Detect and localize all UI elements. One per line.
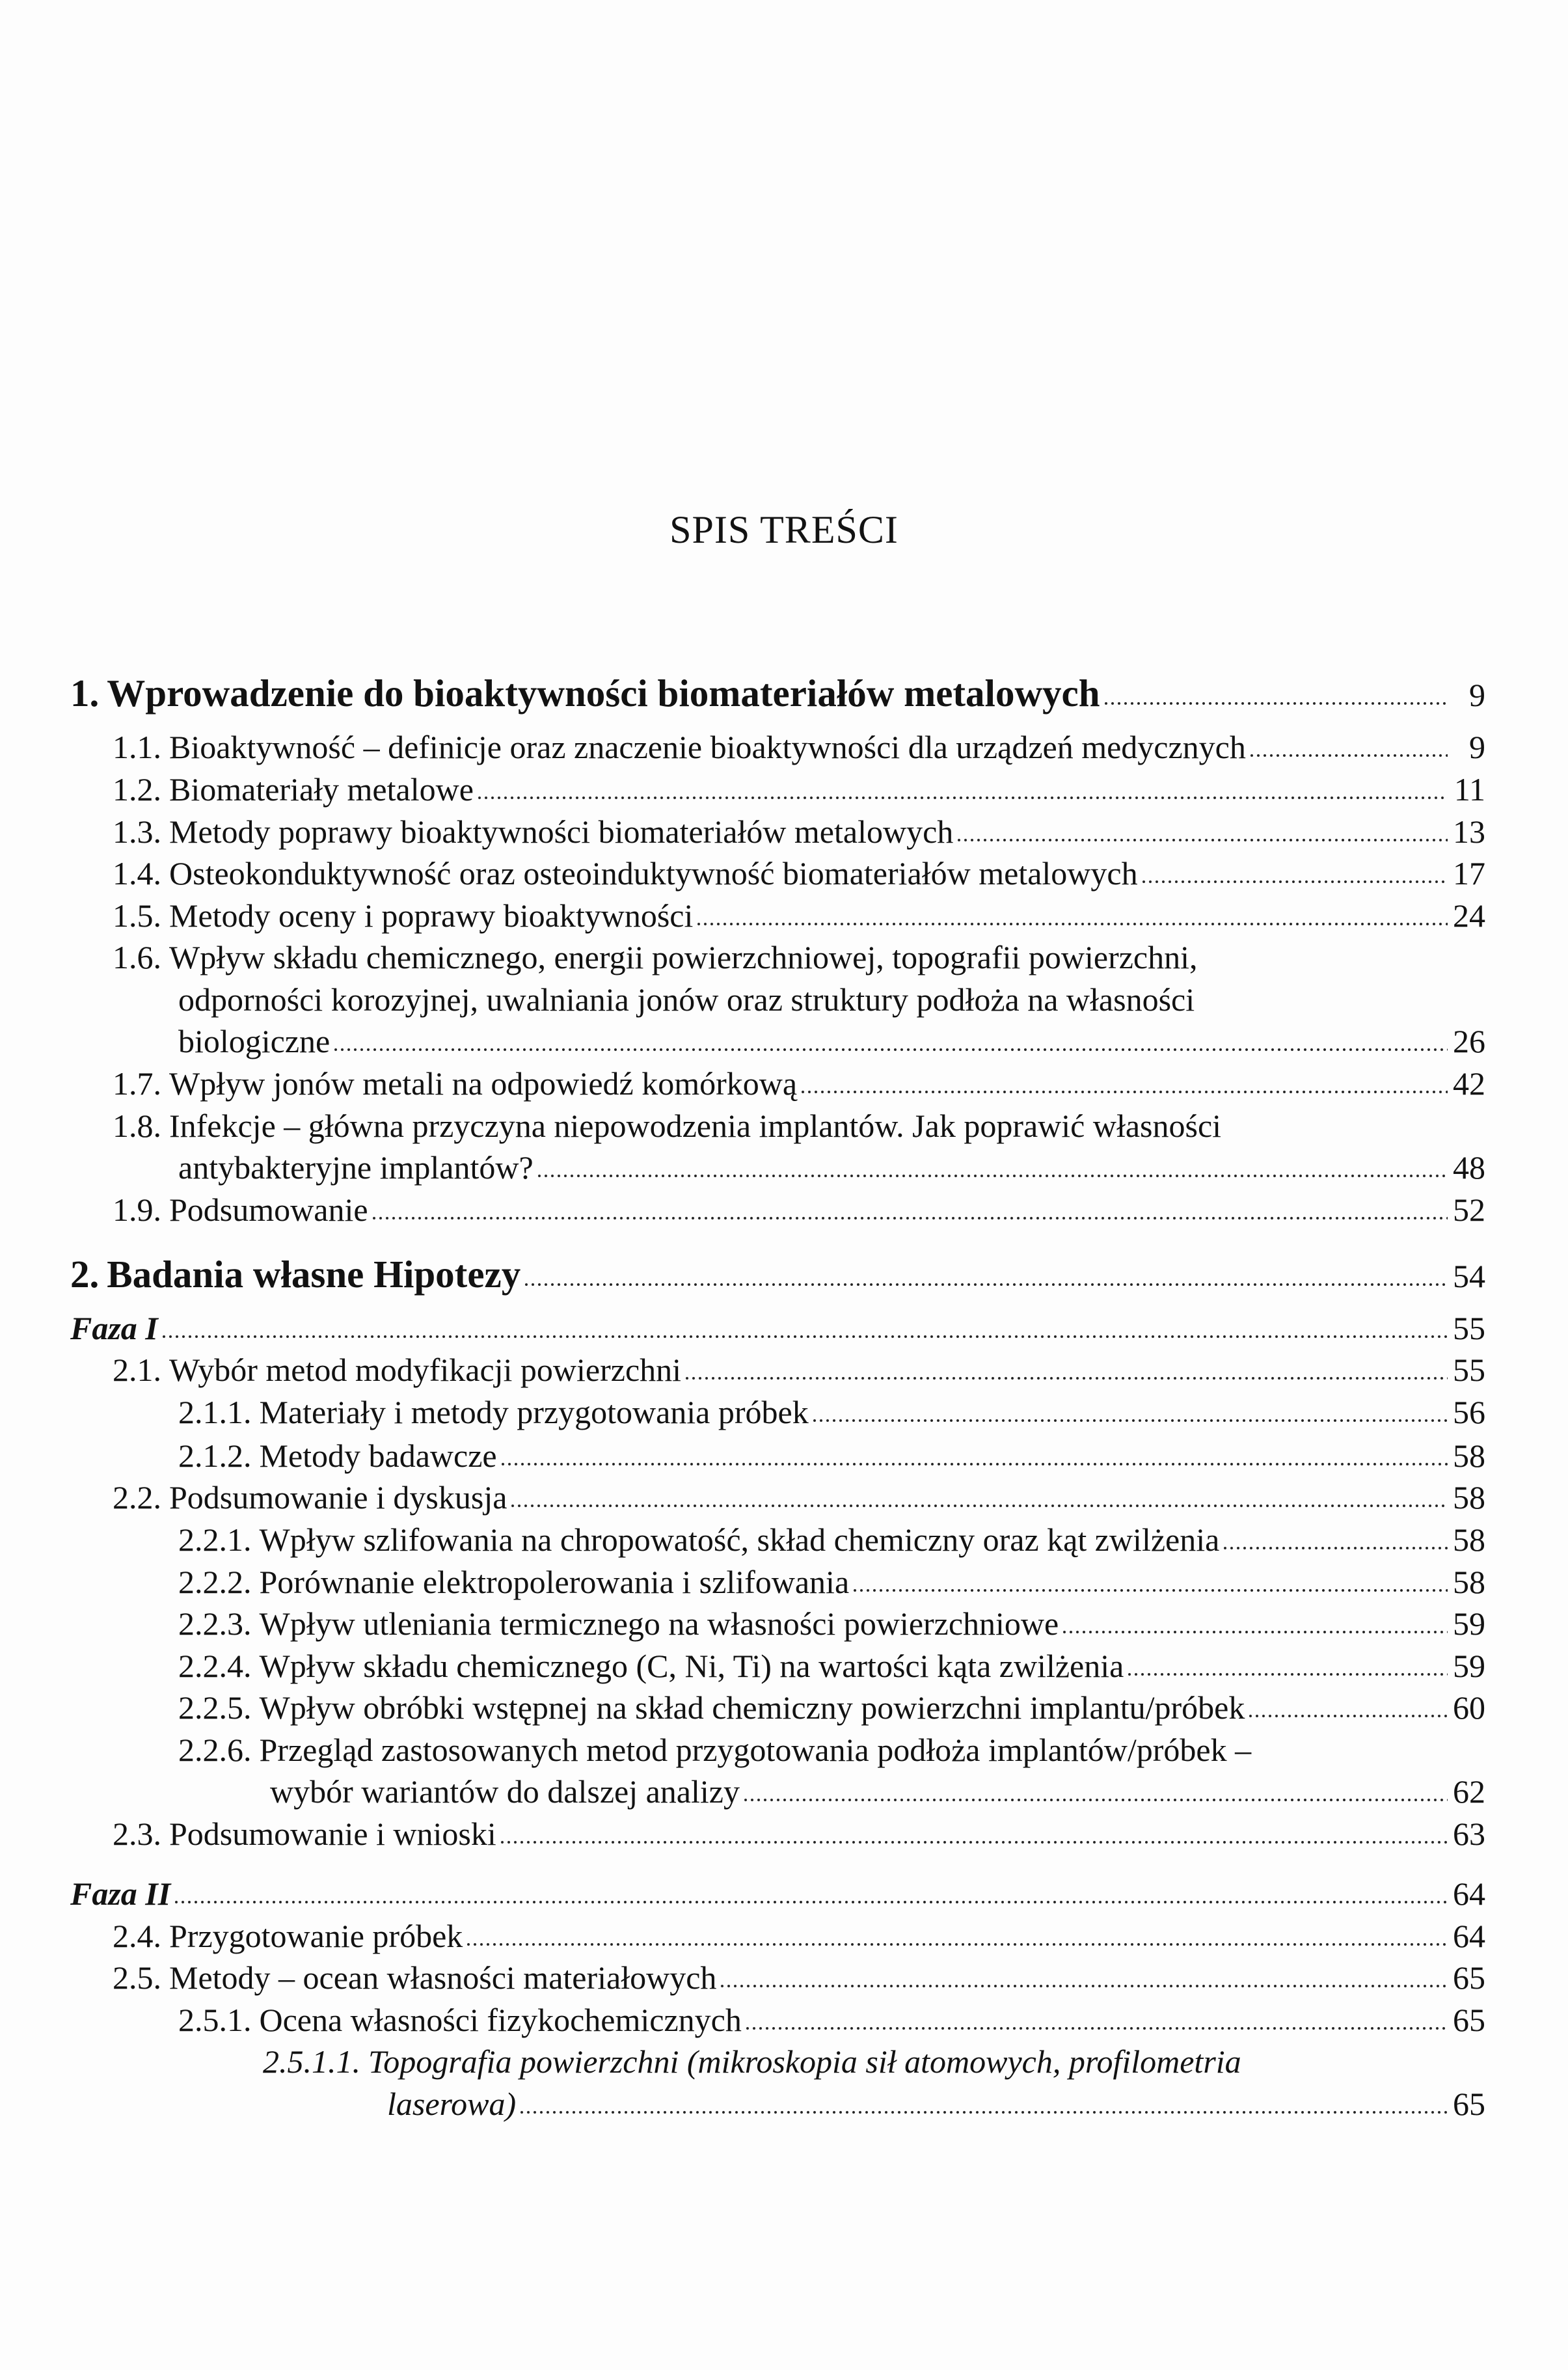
entry-title: Przygotowanie próbek [169,1918,463,1954]
toc-entry[interactable] [113,1957,1485,1998]
dot-leader [852,1588,1448,1593]
dot-leader [800,1089,1448,1095]
entry-number: 2.5.1.1. [263,2043,360,2080]
entry-number: 2.2.4. [178,1648,252,1684]
toc-entry[interactable] [113,895,1485,936]
entry-title: Podsumowanie [169,1192,368,1228]
entry-title: biologiczne [178,1023,331,1059]
entry-title: Wpływ szlifowania na chropowatość, skład chemiczny oraz kąt zwilżenia [259,1521,1220,1558]
page-number: 48 [1453,1149,1485,1186]
page-number: 13 [1453,813,1485,850]
page-number: 64 [1453,1875,1485,1912]
page-number: 26 [1453,1023,1485,1059]
entry-number: 2.2.3. [178,1605,252,1642]
toc-entry-continuation[interactable] [387,2083,1485,2125]
entry-title: Wpływ utleniania termicznego na własności powierzchniowe [259,1605,1059,1642]
toc-entry-continuation[interactable] [178,979,1195,1020]
page-number: 60 [1453,1689,1485,1726]
toc-entry[interactable] [113,726,1485,768]
entry-title: Wpływ jonów metali na odpowiedź komórkową [169,1065,798,1102]
toc-entry[interactable] [178,1687,1485,1728]
page-number: 65 [1453,1959,1485,1996]
entry-title: Ocena własności fizykochemicznych [259,2002,742,2038]
toc-entry-continuation[interactable] [270,1771,1485,1812]
entry-number: 2.5.1. [178,2002,252,2038]
entry-title: Metody poprawy bioaktywności biomateriałów metalowych [169,813,954,850]
entry-number: 1. [70,672,100,715]
entry-number: 1.6. [113,939,161,975]
page-number: 9 [1469,677,1485,713]
entry-title: Metody oceny i poprawy bioaktywności [169,897,694,934]
page-number: 52 [1453,1192,1485,1228]
dot-leader [161,1334,1448,1339]
entry-title: Podsumowanie i wnioski [169,1816,496,1852]
toc-entry[interactable] [178,1391,1485,1433]
dot-leader [476,795,1448,800]
page-number: 65 [1453,2086,1485,2122]
entry-number: 2.1. [113,1352,161,1388]
dot-leader [696,921,1448,927]
page-number: 64 [1453,1918,1485,1954]
toc-entry[interactable] [178,1561,1485,1603]
entry-title: laserowa) [387,2086,517,2122]
entry-number: 1.1. [113,729,161,765]
entry-title: Faza I [70,1310,158,1346]
page-number: 17 [1453,855,1485,892]
page-number: 24 [1453,897,1485,934]
page-number: 59 [1453,1648,1485,1684]
page-number: 65 [1453,2002,1485,2038]
entry-title: Bioaktywność – definicje oraz znaczenie bioaktywności dla urządzeń medycznych [169,729,1246,765]
entry-number: 2.1.2. [178,1437,252,1474]
entry-number: 2.2.6. [178,1732,252,1768]
entry-number: 2.2.2. [178,1564,252,1600]
entry-title: antybakteryjne implantów? [178,1149,534,1186]
dot-leader [1222,1546,1448,1551]
entry-number: 1.2. [113,771,161,808]
toc-entry[interactable] [113,811,1485,852]
entry-title: Wpływ składu chemicznego, energii powierzchniowej, topografii powierzchni, [169,939,1198,975]
toc-entry[interactable] [113,936,1198,978]
entry-number: 2.2.5. [178,1689,252,1726]
dot-leader [519,2110,1448,2115]
page-number: 62 [1453,1773,1485,1810]
page-number: 42 [1453,1065,1485,1102]
dot-leader [332,1047,1448,1052]
entry-number: 2.2.1. [178,1521,252,1558]
entry-title: Materiały i metody przygotowania próbek [259,1394,809,1430]
entry-number: 1.3. [113,813,161,850]
entry-title: Porównanie elektropolerowania i szlifowania [259,1564,850,1600]
page-number: 59 [1453,1605,1485,1642]
page-number: 58 [1453,1564,1485,1600]
toc-entry[interactable] [70,1251,1485,1297]
toc-entry[interactable] [113,1813,1485,1855]
dot-leader [742,1797,1448,1803]
dot-leader [371,1216,1448,1221]
dot-leader [465,1942,1448,1947]
page-number: 54 [1453,1258,1485,1294]
page-title: SPIS TREŚCI [669,508,899,551]
toc-entry[interactable] [113,1477,1485,1518]
entry-number: 1.8. [113,1108,161,1144]
page-number: 58 [1453,1479,1485,1516]
dot-leader [956,838,1448,843]
toc-entry[interactable] [113,1105,1221,1147]
dot-leader [1126,1672,1448,1677]
page-number: 55 [1453,1310,1485,1346]
entry-title: Metody – ocean własności materiałowych [169,1959,717,1996]
dot-leader [811,1418,1448,1423]
dot-leader [499,1840,1448,1845]
toc-entry[interactable] [113,1189,1485,1231]
toc-entry[interactable] [70,1873,1485,1914]
entry-title: Podsumowanie i dyskusja [169,1479,507,1516]
toc-entry[interactable] [178,1519,1485,1560]
entry-number: 2. [70,1253,100,1296]
entry-number: 1.7. [113,1065,161,1102]
dot-leader [1247,1713,1448,1719]
entry-title: Infekcje – główna przyczyna niepowodzenia implantów. Jak poprawić własności [169,1108,1222,1144]
dot-leader [684,1376,1448,1381]
dot-leader [1141,879,1448,884]
dot-leader [523,1282,1448,1287]
entry-number: 2.2. [113,1479,161,1516]
page-number: 9 [1469,729,1485,765]
entry-title: wybór wariantów do dalszej analizy [270,1773,740,1810]
entry-title: Wpływ obróbki wstępnej na skład chemiczny powierzchni implantu/próbek [259,1689,1245,1726]
toc-entry[interactable] [178,1645,1485,1687]
entry-title: Biomateriały metalowe [169,771,474,808]
entry-title: Wybór metod modyfikacji powierzchni [169,1352,682,1388]
entry-title: Wpływ składu chemicznego (C, Ni, Ti) na wartości kąta zwilżenia [259,1648,1124,1684]
entry-title: Topografia powierzchni (mikroskopia sił atomowych, profilometria [368,2043,1241,2080]
toc-entry[interactable] [178,1603,1485,1644]
toc-entry[interactable] [113,1063,1485,1104]
entry-title: Wprowadzenie do bioaktywności biomateriałów metalowych [107,672,1100,715]
page-number: 58 [1453,1437,1485,1474]
toc-entry[interactable] [113,1915,1485,1957]
toc-entry[interactable] [178,1999,1485,2041]
entry-title: Faza II [70,1875,171,1912]
dot-leader [173,1900,1448,1905]
dot-leader [719,1983,1448,1989]
dot-leader [1103,701,1448,706]
toc-entry[interactable] [113,852,1485,894]
dot-leader [536,1173,1448,1178]
toc-entry[interactable] [113,769,1485,810]
dot-leader [1249,753,1448,758]
entry-number: 2.1.1. [178,1394,252,1430]
entry-title: Metody badawcze [259,1437,497,1474]
toc-entry[interactable] [70,670,1485,716]
page-number: 56 [1453,1394,1485,1430]
dot-leader [500,1462,1448,1467]
toc-entry[interactable] [113,1349,1485,1391]
entry-number: 1.4. [113,855,161,892]
entry-number: 2.4. [113,1918,161,1954]
entry-title: Przegląd zastosowanych metod przygotowania podłoża implantów/próbek – [259,1732,1252,1768]
toc-entry[interactable] [178,1729,1251,1771]
page-number: 11 [1453,771,1485,808]
toc-entry[interactable] [70,1307,1485,1349]
dot-leader [1061,1629,1448,1635]
toc-entry-continuation[interactable] [178,1020,1485,1062]
dot-leader [744,2026,1448,2031]
toc-entry[interactable] [263,2041,1241,2082]
entry-number: 2.5. [113,1959,161,1996]
toc-entry-continuation[interactable] [178,1147,1485,1188]
dot-leader [509,1503,1448,1508]
page-number: 55 [1453,1352,1485,1388]
entry-title: Osteokonduktywność oraz osteoinduktywność biomateriałów metalowych [169,855,1138,892]
entry-number: 1.9. [113,1192,161,1228]
entry-number: 1.5. [113,897,161,934]
entry-number: 2.3. [113,1816,161,1852]
entry-title: odporności korozyjnej, uwalniania jonów oraz struktury podłoża na własności [178,981,1195,1018]
page-number: 58 [1453,1521,1485,1558]
entry-title: Badania własne Hipotezy [107,1253,521,1296]
toc-entry[interactable] [178,1435,1485,1477]
page-number: 63 [1453,1816,1485,1852]
